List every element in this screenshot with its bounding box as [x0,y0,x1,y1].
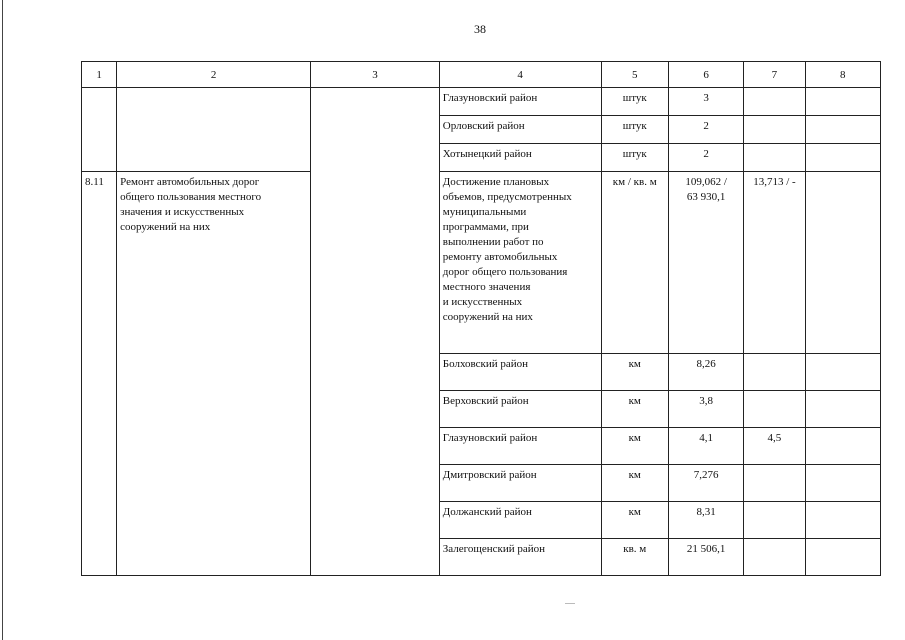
cell-indicator: Достижение плановых объемов, предусмотренных муниципальными программами, при выполнении работ по ремонту автомобильных дорог общего пользования местного значения и искусственных сооружений на них [439,172,601,354]
cell-col8 [805,502,880,539]
table-row [82,172,881,354]
cell-value: 8,26 [668,354,743,391]
header-col-5: 5 [601,62,668,88]
cell-col8 [805,391,880,428]
cell-indicator: Должанский район [439,502,601,539]
cell-col8 [805,172,880,354]
cell-col8 [805,116,880,144]
header-col-2: 2 [117,62,311,88]
cell-indicator: Глазуновский район [439,88,601,116]
cell-col7 [744,391,805,428]
cell-col7 [744,539,805,576]
cell-unit: км [601,391,668,428]
cell-value: 3 [668,88,743,116]
scan-mark [565,603,575,604]
cell-value: 7,276 [668,465,743,502]
header-col-4: 4 [439,62,601,88]
header-col-6: 6 [668,62,743,88]
cell-unit: штук [601,116,668,144]
cell-unit: км [601,354,668,391]
cell-unit: кв. м [601,539,668,576]
cell-col7 [744,354,805,391]
cell-col8 [805,354,880,391]
cell-unit: штук [601,88,668,116]
cell-col7 [744,116,805,144]
cell-indicator: Орловский район [439,116,601,144]
cell-unit: км [601,428,668,465]
cell-col7: 13,713 / - [744,172,805,354]
header-col-7: 7 [744,62,805,88]
page-number: 38 [474,22,486,36]
cell-indicator: Болховский район [439,354,601,391]
cell-col8 [805,539,880,576]
cell-value: 8,31 [668,502,743,539]
cell-col8 [805,88,880,116]
cell-indicator: Залегощенский район [439,539,601,576]
cell-value: 21 506,1 [668,539,743,576]
cell-value: 3,8 [668,391,743,428]
cell-number-empty [82,88,117,172]
cell-unit: км [601,465,668,502]
cell-indicator: Дмитровский район [439,465,601,502]
cell-col7 [744,502,805,539]
cell-col8 [805,428,880,465]
header-row [82,62,881,88]
document-table [81,61,881,576]
cell-unit: штук [601,144,668,172]
page-left-edge [2,0,3,640]
cell-col8 [805,465,880,502]
cell-col8 [805,144,880,172]
cell-title-empty [117,88,311,172]
cell-value: 2 [668,144,743,172]
cell-col7 [744,144,805,172]
cell-indicator: Верховский район [439,391,601,428]
header-col-3: 3 [311,62,440,88]
table-row [82,88,881,116]
cell-col7: 4,5 [744,428,805,465]
cell-indicator: Хотынецкий район [439,144,601,172]
cell-section-number: 8.11 [82,172,117,576]
cell-value: 109,062 / 63 930,1 [668,172,743,354]
cell-col3 [311,88,440,576]
cell-value: 2 [668,116,743,144]
cell-section-title: Ремонт автомобильных дорог общего пользования местного значения и искусственных сооружений на них [117,172,311,576]
cell-unit: км [601,502,668,539]
cell-col7 [744,88,805,116]
cell-col7 [744,465,805,502]
cell-value: 4,1 [668,428,743,465]
header-col-8: 8 [805,62,880,88]
header-col-1: 1 [82,62,117,88]
cell-unit: км / кв. м [601,172,668,354]
cell-indicator: Глазуновский район [439,428,601,465]
